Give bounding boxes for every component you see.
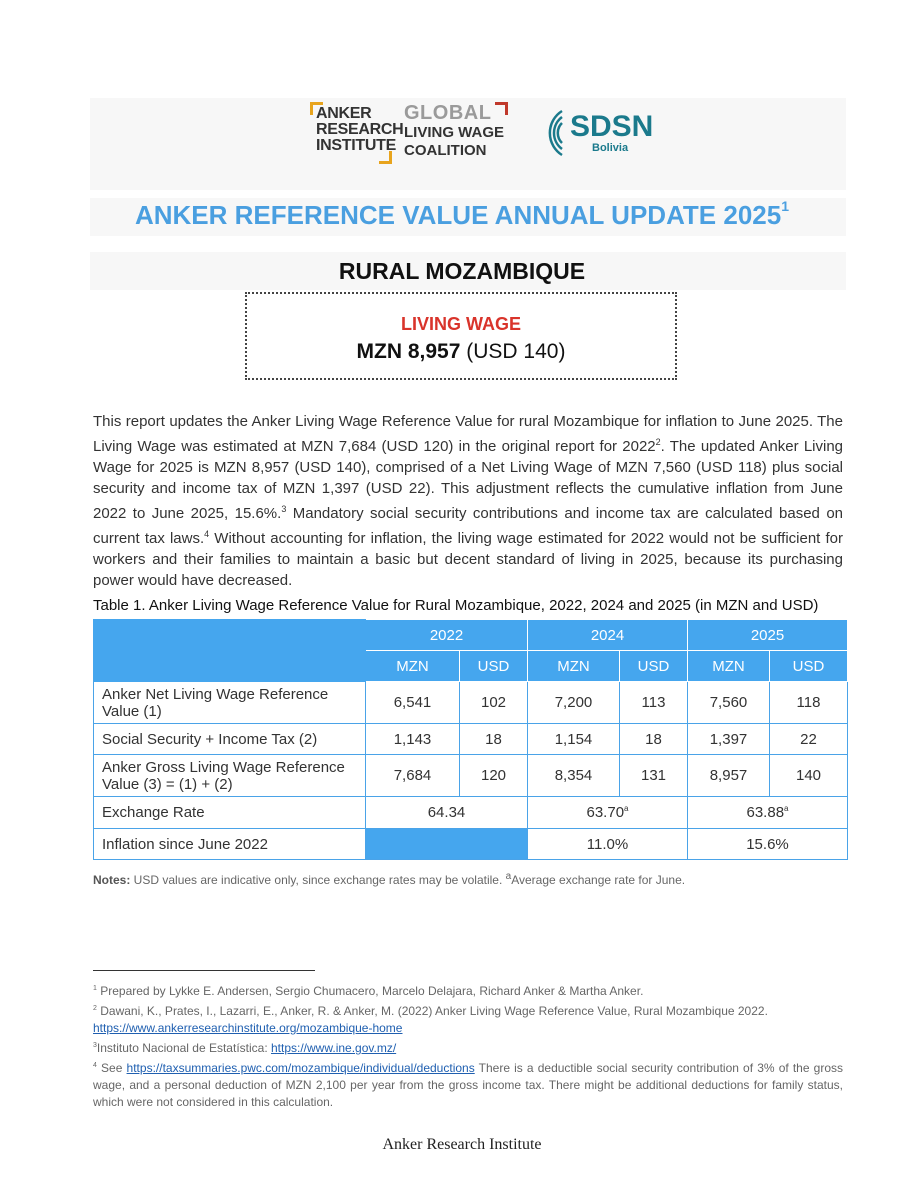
year-header: 2022	[366, 620, 528, 651]
table-cell: 7,560	[688, 682, 770, 724]
table-cell: 8,354	[528, 755, 620, 797]
footnote-number: 2	[93, 1005, 97, 1012]
footnote-ref: a	[624, 804, 629, 813]
exchange-value: 63.88	[746, 804, 785, 821]
table-cell: 131	[620, 755, 688, 797]
row-label: Social Security + Income Tax (2)	[94, 724, 366, 755]
table-cell: 113	[620, 682, 688, 724]
table-notes	[93, 871, 685, 887]
living-wage-box	[245, 292, 677, 380]
logo-text-line: COALITION	[404, 142, 487, 159]
para-text: Without accounting for inflation, the living wage estimated for 2022 would not be sufficient for workers and their families to maintain a basic but decent standard of living in 2025, because its purchasing power would have decreased.	[93, 530, 843, 589]
footnote-item	[93, 1000, 843, 1037]
logo-corner-icon	[379, 151, 392, 164]
table-cell: 7,200	[528, 682, 620, 724]
table-cell: 18	[460, 724, 528, 755]
table-row-exchange	[94, 797, 848, 829]
page-subtitle: RURAL MOZAMBIQUE	[338, 258, 586, 284]
currency-header: USD	[620, 651, 688, 682]
para-text: . The updated Anker Living Wage for 2025 is MZN 8,957 (USD 140), comprised of a Net Living Wage of MZN 7,560 (USD 118) plus social security and income tax of MZN 1,397 (USD 22). This adjustment reflects the cumulative inflation from June 2022 to June 2025, 15.6%.	[93, 438, 844, 522]
footnote-number: 4	[93, 1062, 97, 1069]
table-cell: 11.0%	[528, 829, 688, 860]
footnote-text: Dawani, K., Prates, I., Lazarri, E., Anker, R. & Anker, M. (2022) Anker Living Wage Reference Value, Rural Mozambique 2022.	[96, 1004, 768, 1018]
table-cell: 64.34	[366, 797, 528, 829]
table-row	[94, 755, 848, 797]
footnote-text: See	[96, 1061, 127, 1075]
row-label: Exchange Rate	[94, 797, 366, 829]
exchange-value: 63.70	[586, 804, 625, 821]
footnotes	[93, 980, 843, 1111]
footnote-ref: 4	[204, 529, 210, 539]
year-header: 2025	[688, 620, 848, 651]
table-cell: 8,957	[688, 755, 770, 797]
footnote-number: 1	[93, 985, 97, 992]
currency-header: USD	[770, 651, 848, 682]
currency-header: USD	[460, 651, 528, 682]
table-cell: 118	[770, 682, 848, 724]
footnote-divider	[93, 970, 315, 971]
footnote-ref: 3	[281, 504, 287, 514]
table-row	[94, 724, 848, 755]
currency-header: MZN	[528, 651, 620, 682]
footnote-link[interactable]: https://www.ine.gov.mz/	[271, 1041, 397, 1055]
footnote-item	[93, 980, 843, 1000]
page-title	[0, 200, 924, 231]
footnote-ref: 2	[655, 437, 661, 447]
table-cell: 102	[460, 682, 528, 724]
table-cell	[528, 797, 688, 829]
page-footer: Anker Research Institute	[382, 1136, 542, 1153]
table-cell: 6,541	[366, 682, 460, 724]
logo-corner-icon	[495, 102, 508, 115]
footnote-link[interactable]: https://taxsummaries.pwc.com/mozambique/individual/deductions	[126, 1061, 475, 1075]
currency-header: MZN	[366, 651, 460, 682]
logo-text-line: Bolivia	[592, 142, 629, 154]
para-text: Mandatory social security contributions and income tax are calculated based on current tax laws.	[93, 505, 844, 547]
footnote-ref: a	[784, 804, 789, 813]
footnote-ref: 1	[781, 198, 790, 214]
footnote-text: Instituto Nacional de Estatística:	[96, 1041, 271, 1055]
notes-text: Average exchange rate for June.	[511, 873, 686, 887]
table-cell	[688, 797, 848, 829]
intro-paragraph	[93, 411, 843, 591]
footnote-text: There is a deductible social security contribution of 3% of the gross wage, and a personal deduction of MZN 2,100 per year from the gross income tax. There might be additional deductions for family status, which were not considered in this calculation.	[93, 1061, 843, 1109]
living-wage-value	[247, 340, 675, 364]
living-wage-table	[93, 619, 848, 860]
table-header-row	[94, 620, 848, 651]
global-living-wage-coalition-logo	[404, 102, 504, 164]
row-label: Inflation since June 2022	[94, 829, 366, 860]
footnote-item	[93, 1037, 843, 1057]
living-wage-label: LIVING WAGE	[400, 314, 521, 334]
currency-header: MZN	[688, 651, 770, 682]
page-title-text: ANKER REFERENCE VALUE ANNUAL UPDATE 2025	[134, 200, 782, 230]
logo-text-line: INSTITUTE	[316, 137, 396, 154]
table-cell: 18	[620, 724, 688, 755]
table-cell: 15.6%	[688, 829, 848, 860]
living-wage-mzn: MZN 8,957	[356, 340, 461, 363]
footnote-item	[93, 1057, 843, 1111]
table-row	[94, 682, 848, 724]
footnote-link[interactable]: https://www.ankerresearchinstitute.org/mozambique-home	[93, 1021, 403, 1035]
table-cell: 7,684	[366, 755, 460, 797]
notes-label: Notes:	[93, 873, 131, 887]
logo-text-line: GLOBAL	[404, 102, 492, 124]
living-wage-usd: (USD 140)	[466, 340, 566, 363]
table-cell: 1,154	[528, 724, 620, 755]
year-header: 2024	[528, 620, 688, 651]
footnote-ref: a	[505, 871, 512, 882]
table-cell: 22	[770, 724, 848, 755]
logo-text-line: RESEARCH	[316, 121, 404, 138]
table-cell: 120	[460, 755, 528, 797]
footnote-text: Prepared by Lykke E. Andersen, Sergio Chumacero, Marcelo Delajara, Richard Anker & Martha Anker.	[96, 984, 644, 998]
para-text: This report updates the Anker Living Wage Reference Value for rural Mozambique for inflation to June 2025. The Living Wage was estimated at MZN 7,684 (USD 120) in the original report for 2022	[93, 413, 843, 455]
table-caption: Table 1. Anker Living Wage Reference Value for Rural Mozambique, 2022, 2024 and 2025 (in MZN and USD)	[93, 597, 819, 614]
footnote-number: 3	[93, 1042, 97, 1049]
row-label: Anker Gross Living Wage Reference Value (3) = (1) + (2)	[94, 755, 366, 797]
table-cell: 1,143	[366, 724, 460, 755]
logo-row	[310, 98, 653, 168]
table-cell: 1,397	[688, 724, 770, 755]
logo-text-line: SDSN	[570, 110, 654, 143]
table-cell: 140	[770, 755, 848, 797]
row-label: Anker Net Living Wage Reference Value (1)	[94, 682, 366, 724]
notes-text: USD values are indicative only, since exchange rates may be volatile.	[130, 873, 506, 887]
sdsn-bolivia-logo	[522, 102, 653, 164]
table-header-blank	[94, 620, 366, 682]
sdsn-arcs-icon	[522, 103, 568, 163]
logo-text-line: LIVING WAGE	[404, 124, 505, 141]
table-cell-empty	[366, 829, 528, 860]
logo-text-line: ANKER	[316, 105, 372, 122]
table-row-inflation	[94, 829, 848, 860]
anker-research-institute-logo	[310, 102, 404, 164]
